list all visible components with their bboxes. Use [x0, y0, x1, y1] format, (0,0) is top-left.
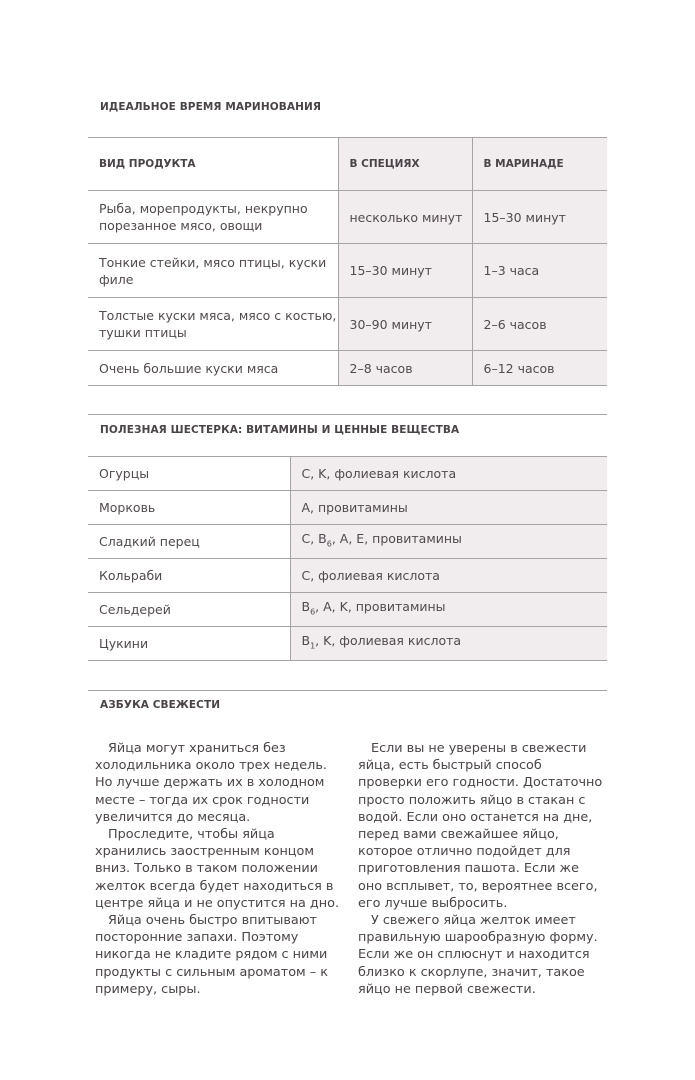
table-header-row — [88, 138, 607, 191]
vegetable-cell: Цукини — [88, 627, 290, 661]
nutrients-cell: C, фолиевая кислота — [290, 559, 607, 593]
table-row — [88, 593, 607, 627]
spices-cell: 30–90 минут — [338, 298, 472, 351]
paragraph: Проследите, чтобы яйца хранились заостренным концом вниз. Только в таком положении желток всегда будет находиться в центре яйца и не опустится на дно. — [95, 827, 340, 911]
paragraph: У свежего яйца желток имеет правильную шарообразную форму. Если же он сплюснут и находится близко к скорлупе, значит, такое яйцо не первой свежести. — [358, 913, 598, 997]
marinade-cell: 1–3 часа — [472, 244, 607, 298]
marinade-cell: 15–30 минут — [472, 191, 607, 244]
vegetable-cell: Сладкий перец — [88, 525, 290, 559]
table-row — [88, 627, 607, 661]
product-cell: Тонкие стейки, мясо птицы, куски филе — [88, 244, 338, 298]
nutrients-cell: C, $B_6$, A, E, провитамины — [290, 525, 607, 559]
table-row — [88, 525, 607, 559]
freshness-section-title: АЗБУКА СВЕЖЕСТИ — [100, 699, 221, 711]
marinade-table — [88, 137, 607, 386]
vegetable-cell: Огурцы — [88, 457, 290, 491]
spices-cell: несколько минут — [338, 191, 472, 244]
paragraph: Если вы не уверены в свежести яйца, есть быстрый способ проверки его годности. Достаточно просто положить яйцо в стакан с водой. Если оно останется на дне, перед вами свежайшее яйцо, которое отлично подойдет для приготовления пашота. Если же оно всплывет, то, вероятнее всего, его лучше выбросить. — [358, 741, 603, 911]
table-row — [88, 191, 607, 244]
product-cell: Рыба, морепродукты, некрупно порезанное мясо, овощи — [88, 191, 338, 244]
table-row — [88, 559, 607, 593]
header-spices: В СПЕЦИЯХ — [338, 138, 472, 191]
nutrients-cell: A, провитамины — [290, 491, 607, 525]
header-product: ВИД ПРОДУКТА — [88, 138, 338, 191]
table-row — [88, 298, 607, 351]
vitamins-table — [88, 456, 607, 661]
nutrients-cell: C, K, фолиевая кислота — [290, 457, 607, 491]
section-divider — [88, 414, 607, 415]
vegetable-cell: Кольраби — [88, 559, 290, 593]
vegetable-cell: Сельдерей — [88, 593, 290, 627]
product-cell: Толстые куски мяса, мясо с костью, тушки птицы — [88, 298, 338, 351]
header-marinade: В МАРИНАДЕ — [472, 138, 607, 191]
paragraph: Яйца могут храниться без холодильника около трех недель. Но лучше держать их в холодном месте – тогда их срок годности увеличится до месяца. — [95, 741, 327, 825]
table-row — [88, 351, 607, 386]
table-row — [88, 244, 607, 298]
nutrients-cell: $B_1$, K, фолиевая кислота — [290, 627, 607, 661]
spices-cell: 15–30 минут — [338, 244, 472, 298]
right-text-column — [358, 740, 606, 998]
table-row — [88, 491, 607, 525]
marinade-cell: 2–6 часов — [472, 298, 607, 351]
vegetable-cell: Морковь — [88, 491, 290, 525]
nutrients-cell: $B_6$, A, K, провитамины — [290, 593, 607, 627]
section-divider — [88, 690, 607, 691]
spices-cell: 2–8 часов — [338, 351, 472, 386]
paragraph: Яйца очень быстро впитывают посторонние запахи. Поэтому никогда не кладите рядом с ними продукты с сильным ароматом – к примеру, сыры. — [95, 913, 328, 997]
marinade-section-title: ИДЕАЛЬНОЕ ВРЕМЯ МАРИНОВАНИЯ — [100, 101, 322, 113]
product-cell: Очень большие куски мяса — [88, 351, 338, 386]
marinade-cell: 6–12 часов — [472, 351, 607, 386]
vitamins-section-title: ПОЛЕЗНАЯ ШЕСТЕРКА: ВИТАМИНЫ И ЦЕННЫЕ ВЕЩЕСТВА — [100, 424, 460, 436]
table-row — [88, 457, 607, 491]
left-text-column — [95, 740, 343, 998]
